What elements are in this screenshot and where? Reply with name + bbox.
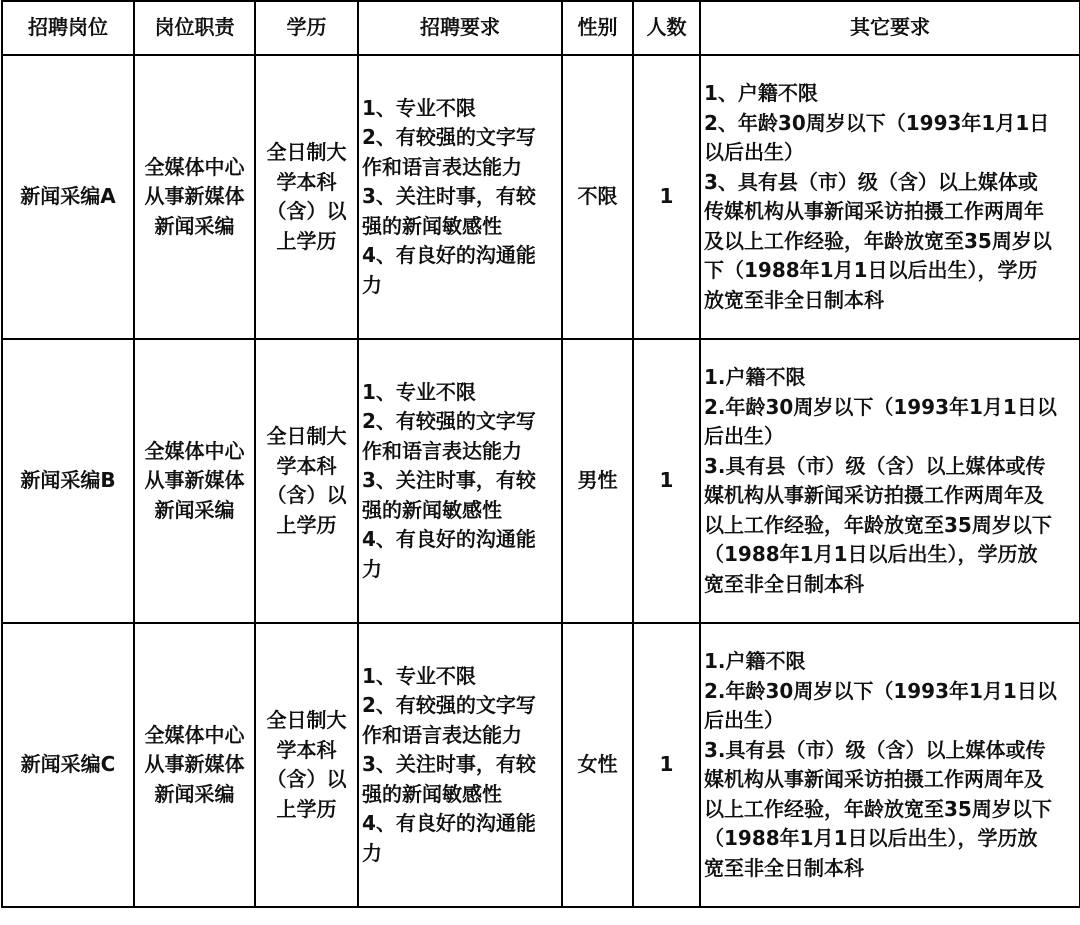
requirement-line: 3、关注时事，有较 (362, 752, 536, 777)
requirement-line: 1、专业不限 (362, 379, 476, 404)
requirements-cell (358, 55, 562, 339)
other-line: 2.年龄30周岁以下（1993年1月1日以 (704, 394, 1057, 419)
requirement-line: 1、专业不限 (362, 95, 476, 120)
education-line: （含）以 (266, 199, 347, 223)
duty-cell (134, 339, 255, 623)
header-education: 学历 (255, 1, 358, 55)
other-line: 及以上工作经验，年龄放宽至35周岁以 (704, 228, 1052, 253)
header-gender: 性别 (562, 1, 633, 55)
gender-cell: 男性 (562, 339, 633, 623)
requirement-line: 4、有良好的沟通能 (362, 527, 536, 552)
education-line: 学本科 (276, 737, 337, 762)
education-line: 上学历 (276, 512, 337, 537)
requirements-cell (358, 623, 562, 907)
requirement-line: 作和语言表达能力 (362, 154, 522, 179)
requirement-line: 3、关注时事，有较 (362, 184, 536, 209)
other-line: 后出生） (704, 424, 784, 448)
header-requirements: 招聘要求 (358, 1, 562, 55)
education-line: 学本科 (276, 169, 337, 194)
requirements-cell (358, 339, 562, 623)
gender-cell: 女性 (562, 623, 633, 907)
duty-line: 从事新媒体 (144, 184, 245, 209)
requirement-line: 2、有较强的文字写 (362, 409, 536, 434)
position-cell: 新闻采编A (2, 55, 134, 339)
education-line: 全日制大 (266, 708, 347, 732)
requirement-line: 力 (362, 272, 382, 297)
education-line: 上学历 (276, 796, 337, 821)
header-other: 其它要求 (700, 1, 1080, 55)
requirement-line: 作和语言表达能力 (362, 438, 522, 463)
requirement-line: 3、关注时事，有较 (362, 468, 536, 493)
education-line: （含）以 (266, 767, 347, 791)
header-position: 招聘岗位 (2, 1, 134, 55)
other-line: 3.具有县（市）级（含）以上媒体或传 (704, 453, 1046, 478)
other-line: 后出生） (704, 708, 784, 732)
requirement-line: 4、有良好的沟通能 (362, 811, 536, 836)
duty-line: 全媒体中心 (144, 438, 245, 463)
other-line: 1、户籍不限 (704, 81, 818, 105)
table-row (2, 55, 1080, 339)
gender-cell: 不限 (562, 55, 633, 339)
table-row (2, 623, 1080, 907)
other-line: （1988年1月1日以后出生），学历放 (704, 826, 1038, 850)
requirement-line: 强的新闻敏感性 (362, 213, 502, 238)
other-line: 3、具有县（市）级（含）以上媒体或 (704, 169, 1038, 194)
education-line: 上学历 (276, 228, 337, 253)
duty-cell (134, 55, 255, 339)
other-line: 以上工作经验，年龄放宽至35周岁以下 (704, 512, 1052, 537)
other-line: 3.具有县（市）级（含）以上媒体或传 (704, 737, 1046, 762)
requirement-line: 2、有较强的文字写 (362, 693, 536, 718)
other-line: 宽至非全日制本科 (704, 855, 864, 880)
position-cell: 新闻采编C (2, 623, 134, 907)
education-cell (255, 623, 358, 907)
requirement-line: 1、专业不限 (362, 663, 476, 688)
requirement-line: 2、有较强的文字写 (362, 125, 536, 150)
other-line: 以后出生） (704, 140, 804, 164)
duty-line: 新闻采编 (154, 781, 235, 806)
other-line: 1.户籍不限 (704, 649, 806, 673)
count-cell: 1 (633, 339, 700, 623)
other-line: 放宽至非全日制本科 (704, 287, 884, 312)
recruitment-table (1, 0, 1080, 908)
count-cell: 1 (633, 55, 700, 339)
header-duty: 岗位职责 (134, 1, 255, 55)
duty-line: 从事新媒体 (144, 752, 245, 777)
other-requirements-cell (700, 623, 1080, 907)
education-line: 全日制大 (266, 140, 347, 164)
table-row (2, 339, 1080, 623)
duty-line: 全媒体中心 (144, 722, 245, 747)
other-line: 下（1988年1月1日以后出生），学历 (704, 258, 1038, 282)
education-cell (255, 339, 358, 623)
education-line: （含）以 (266, 483, 347, 507)
requirement-line: 力 (362, 556, 382, 581)
education-line: 学本科 (276, 453, 337, 478)
education-line: 全日制大 (266, 424, 347, 448)
other-line: 2.年龄30周岁以下（1993年1月1日以 (704, 678, 1057, 703)
header-count: 人数 (633, 1, 700, 55)
other-requirements-cell (700, 55, 1080, 339)
duty-line: 从事新媒体 (144, 468, 245, 493)
duty-cell (134, 623, 255, 907)
requirement-line: 作和语言表达能力 (362, 722, 522, 747)
other-line: 传媒机构从事新闻采访拍摄工作两周年 (704, 199, 1044, 223)
other-line: 2、年龄30周岁以下（1993年1月1日 (704, 110, 1050, 135)
requirement-line: 强的新闻敏感性 (362, 497, 502, 522)
other-line: 1.户籍不限 (704, 365, 806, 389)
other-requirements-cell (700, 339, 1080, 623)
other-line: 媒机构从事新闻采访拍摄工作两周年及 (704, 767, 1044, 791)
count-cell: 1 (633, 623, 700, 907)
header-row (2, 1, 1080, 55)
education-cell (255, 55, 358, 339)
requirement-line: 4、有良好的沟通能 (362, 243, 536, 268)
requirement-line: 强的新闻敏感性 (362, 781, 502, 806)
other-line: 以上工作经验，年龄放宽至35周岁以下 (704, 796, 1052, 821)
other-line: 媒机构从事新闻采访拍摄工作两周年及 (704, 483, 1044, 507)
duty-line: 新闻采编 (154, 213, 235, 238)
requirement-line: 力 (362, 840, 382, 865)
other-line: （1988年1月1日以后出生），学历放 (704, 542, 1038, 566)
position-cell: 新闻采编B (2, 339, 134, 623)
duty-line: 新闻采编 (154, 497, 235, 522)
duty-line: 全媒体中心 (144, 154, 245, 179)
other-line: 宽至非全日制本科 (704, 571, 864, 596)
